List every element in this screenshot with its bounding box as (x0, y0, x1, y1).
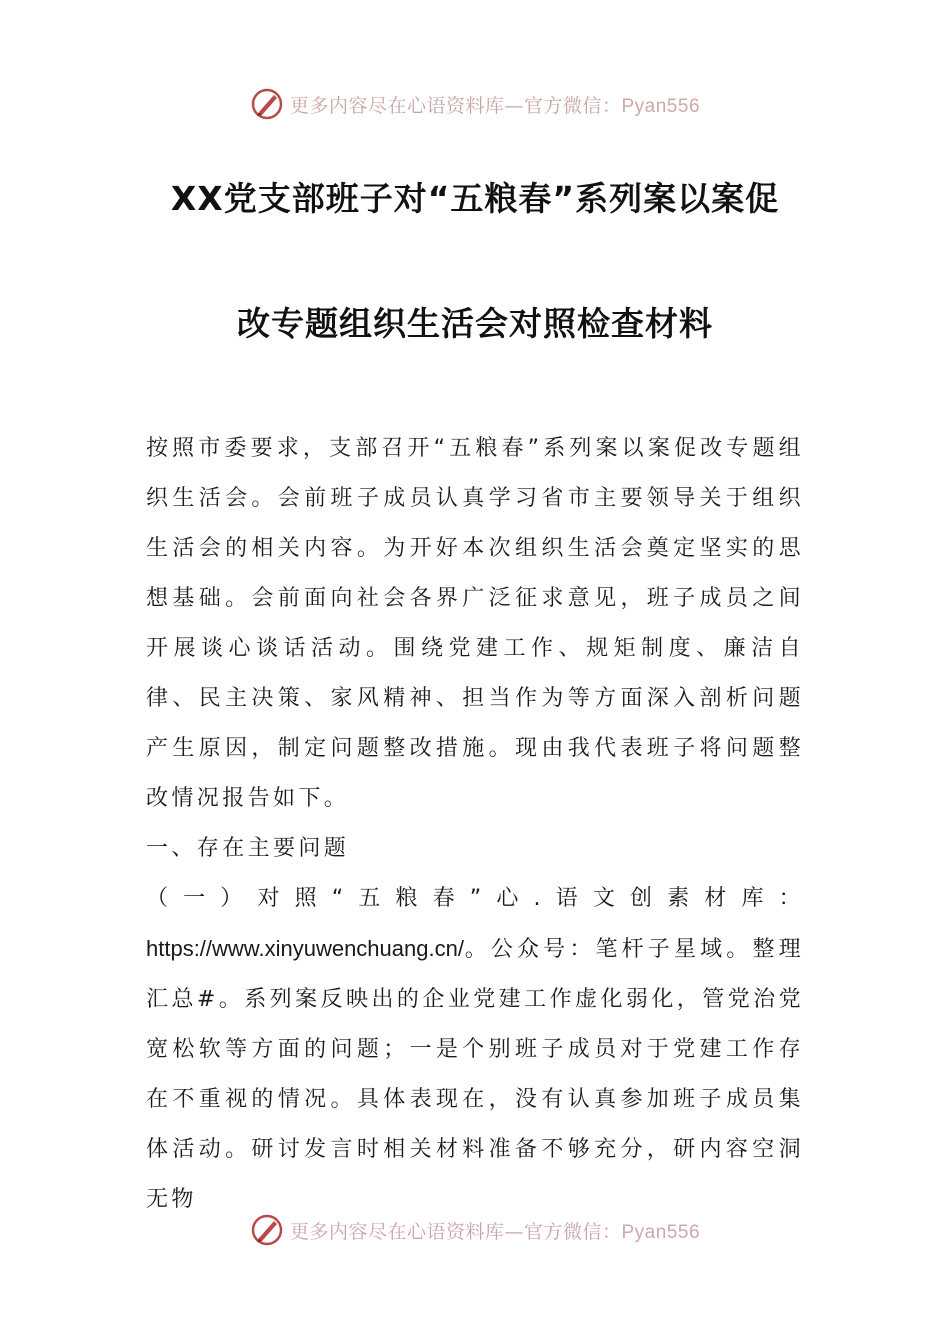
item-1-text: 。公众号：笔杆子星域。整理汇总#。系列案反映出的企业党建工作虚化弱化，管党治党宽松软等方面的问题；一是个别班子成员对于党建工作存在不重视的情况。具体表现在，没有认真参加班子成员集体活动。研讨发言时相关材料准备不够充分，研内容空洞无物 (146, 937, 804, 1212)
section-heading-1: 一、存在主要问题 (146, 836, 350, 861)
item-paragraph-1 (146, 874, 804, 1225)
document-body (146, 424, 804, 1225)
watermark-text: 更多内容尽在心语资料库—官方微信：Pyan556 (289, 94, 701, 117)
watermark-banner-top (0, 80, 950, 128)
intro-paragraph: 按照市委要求，支部召开“五粮春”系列案以案促改专题组织生活会。会前班子成员认真学习省市主要领导关于组织生活会的相关内容。为开好本次组织生活会奠定坚实的思想基础。会前面向社会各界广泛征求意见，班子成员之间开展谈心谈话活动。围绕党建工作、规矩制度、廉洁自律、民主决策、家风精神、担当作为等方面深入剖析问题产生原因，制定问题整改措施。现由我代表班子将问题整改情况报告如下。 (146, 436, 804, 811)
wechat-id: Pyan556 (621, 1221, 701, 1243)
watermark-text: 更多内容尽在心语资料库—官方微信：Pyan556 (289, 1220, 701, 1243)
watermark-banner-bottom (0, 1206, 950, 1254)
pen-logo-icon (250, 1213, 284, 1247)
item-1-url: https://www.xinyuwenchuang.cn/ (146, 936, 464, 961)
wechat-id: Pyan556 (621, 95, 701, 117)
document-title-line-1: XX党支部班子对“五粮春”系列案以案促 (170, 179, 780, 218)
document-title-line-2: 改专题组织生活会对照检查材料 (237, 304, 713, 343)
pen-logo-icon (250, 87, 284, 121)
item-1-prefix: （一）对照“五粮春”心.语文创素材库： (146, 886, 804, 911)
